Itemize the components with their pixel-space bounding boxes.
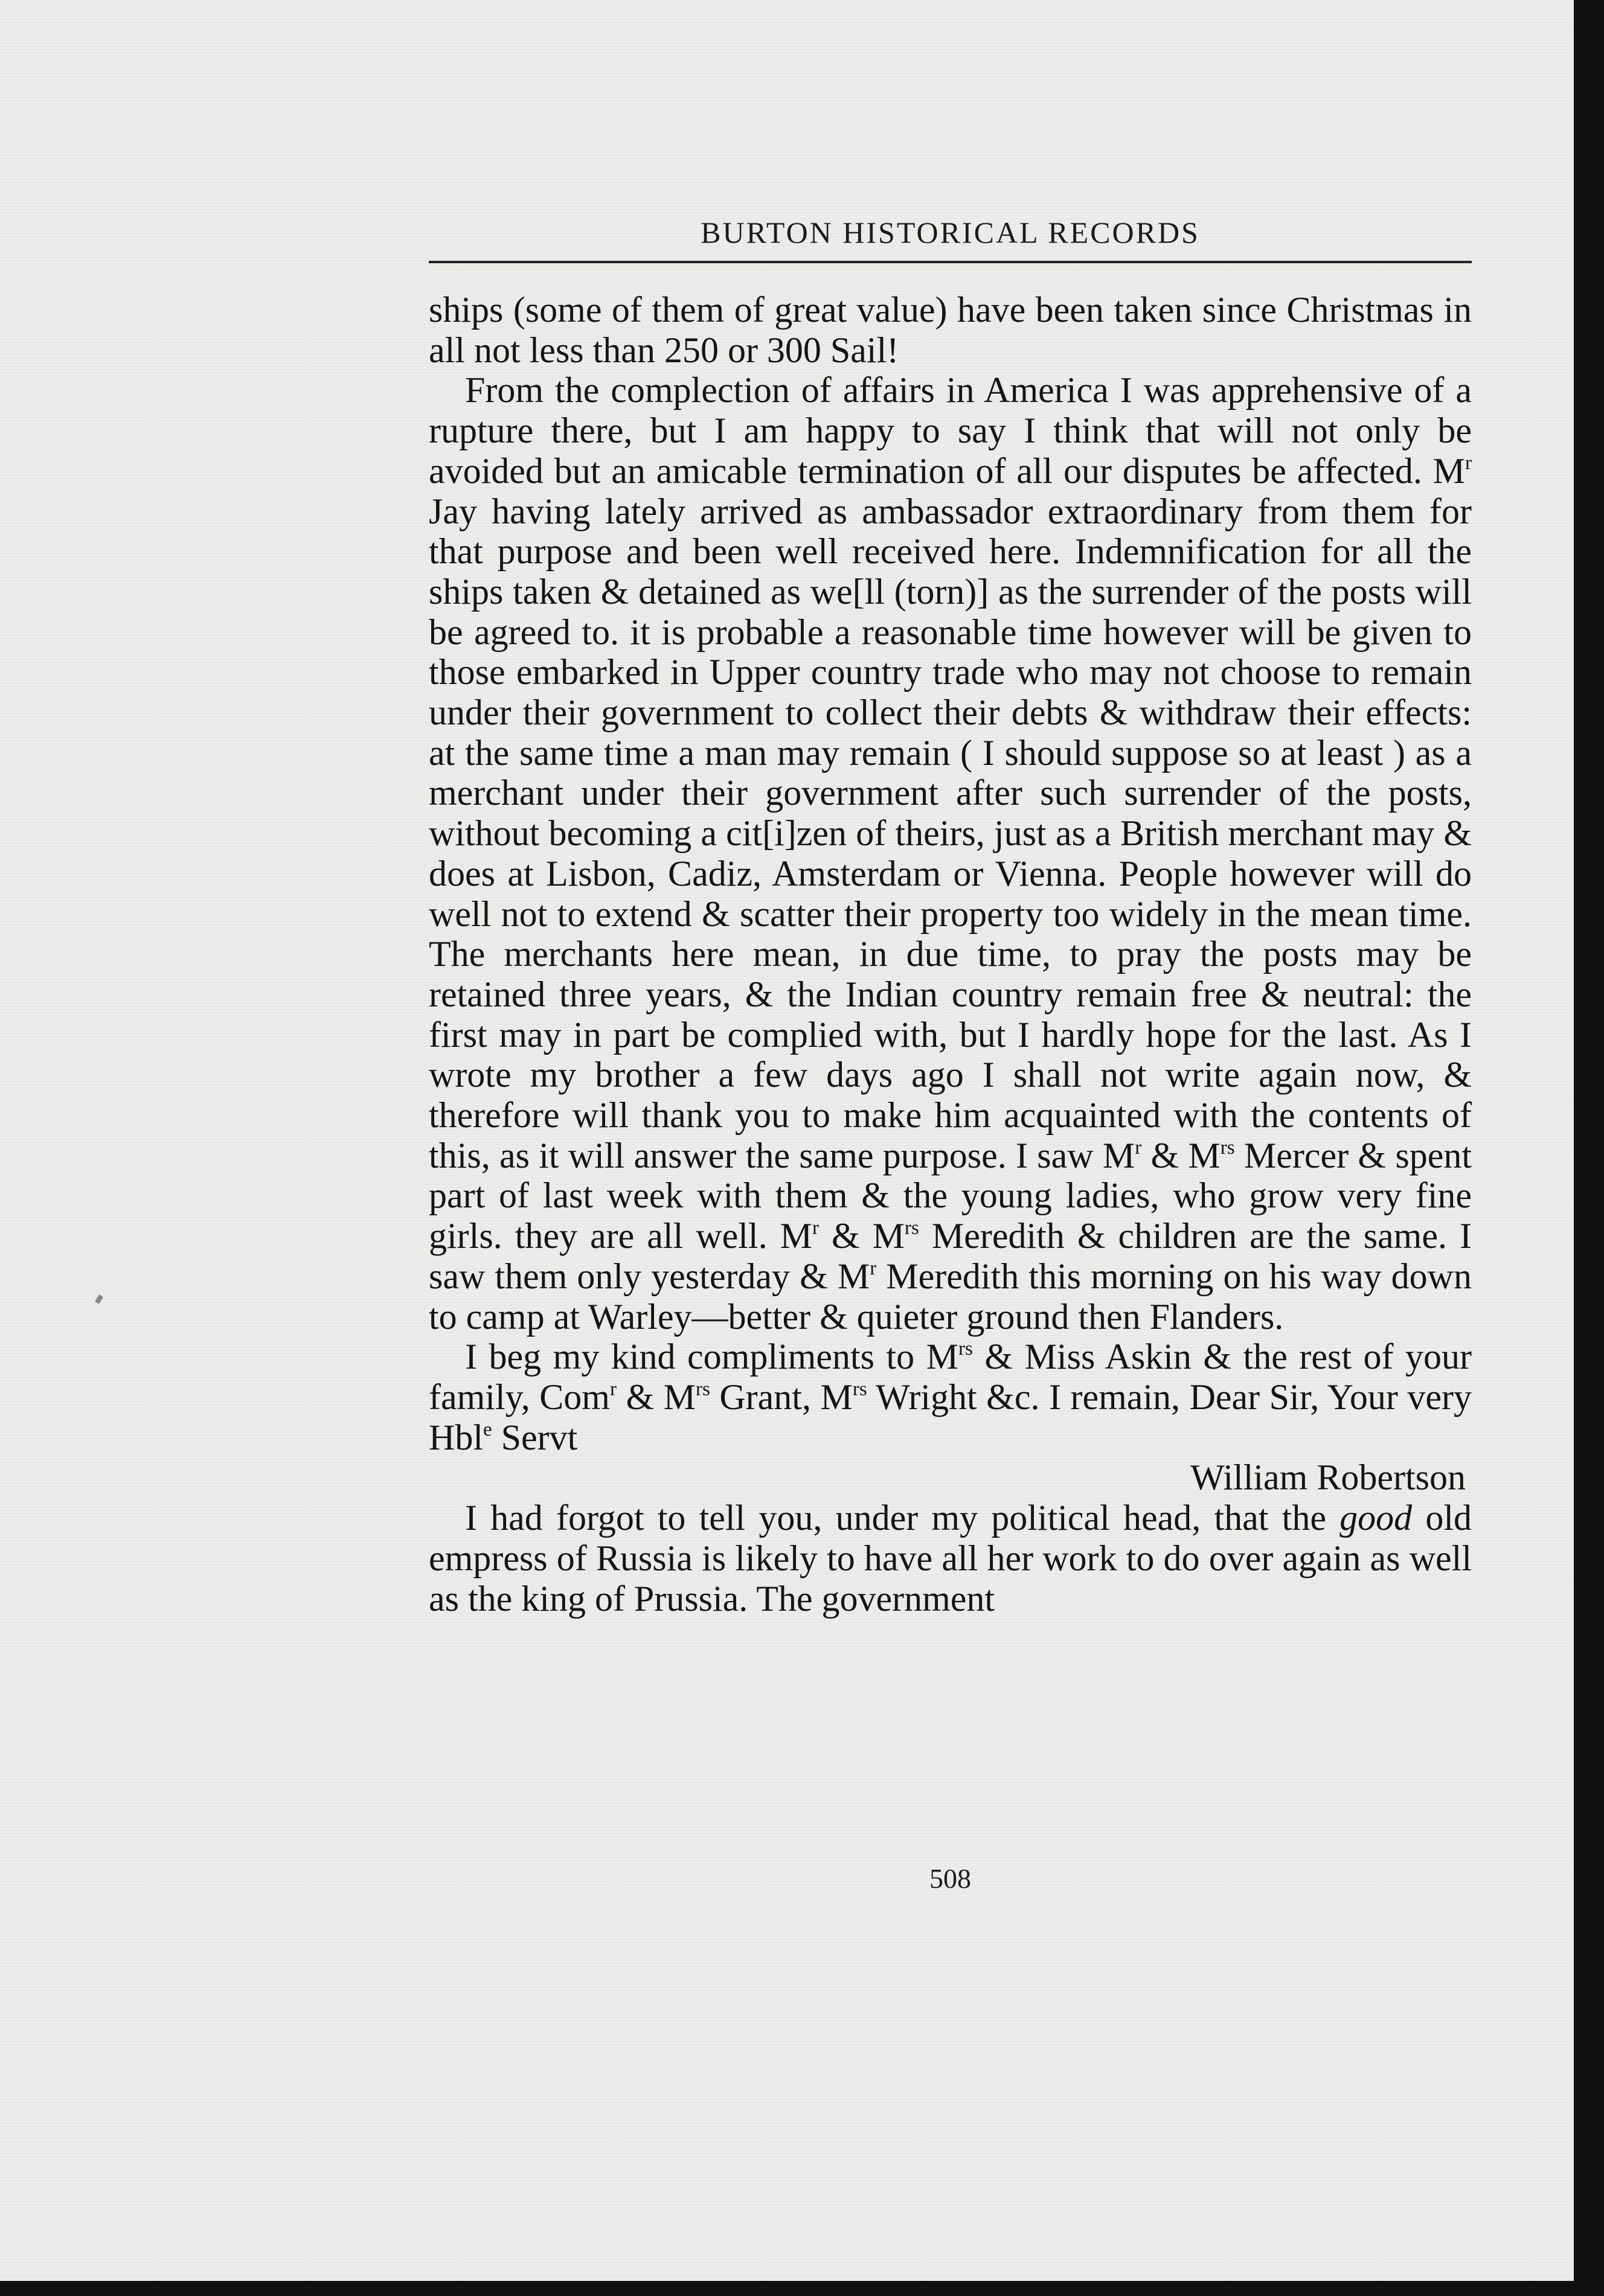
- paragraph-3: I beg my kind compliments to $M^{rs}$ & Miss Askin & the rest of your family, Com$^r$ & $M^{rs}$ Grant, $M^{rs}$ Wright &c. I remain, Dear Sir, Your very Hbl$^e$ Servt: [429, 1337, 1472, 1457]
- scan-border-right: [1574, 0, 1604, 2296]
- running-head: BURTON HISTORICAL RECORDS: [701, 216, 1200, 249]
- scan-border-bottom: [0, 2281, 1604, 2296]
- page-number: 508: [929, 1863, 971, 1894]
- paragraph-2: From the complection of affairs in America I was apprehensive of a rupture there, but I am happy to say I think that will not only be avoided but an amicable termination of all our disputes be affected. $M^r$ Jay having lately arrived as ambassador extraordinary from them for that purpose and been well received here. Indemnification for all the ships taken & detained as we[ll (torn)] as the surrender of the posts will be agreed to. it is probable a reasonable time however will be given to those embarked in Upper country trade who may not choose to remain under their government to collect their debts & withdraw their effects: at the same time a man may remain ( I should suppose so at least ) as a merchant under their government after such surrender of the posts, without becoming a cit[i]zen of theirs, just as a British merchant may & does at Lisbon, Cadiz, Amsterdam or Vienna. People however will do well not to extend & scatter their property too widely in the mean time. The merchants here mean, in due time, to pray the posts may be retained three years, & the Indian country remain free & neutral: the first may in part be complied with, but I hardly hope for the last. As I wrote my brother a few days ago I shall not write again now, & therefore will thank you to make him acquainted with the contents of this, as it will answer the same purpose. I saw $M^r$ & $M^{rs}$ Mercer & spent part of last week with them & the young ladies, who grow very fine girls. they are all well. $M^r$ & $M^{rs}$ Meredith & children are the same. I saw them only yesterday & $M^r$ Meredith this morning on his way down to camp at Warley—better & quieter ground then Flanders.: [429, 370, 1472, 1337]
- paragraph-1: ships (some of them of great value) have been taken since Christmas in all not less than 250 or 300 Sail!: [429, 290, 1472, 370]
- header-rule: [429, 261, 1472, 263]
- paragraph-4: I had forgot to tell you, under my political head, that the good old empress of Russia is likely to have all her work to do over again as well as the king of Prussia. The government: [429, 1498, 1472, 1619]
- body-text: [429, 290, 1472, 1619]
- margin-mark: [95, 1294, 103, 1304]
- signature: William Robertson: [1190, 1457, 1466, 1498]
